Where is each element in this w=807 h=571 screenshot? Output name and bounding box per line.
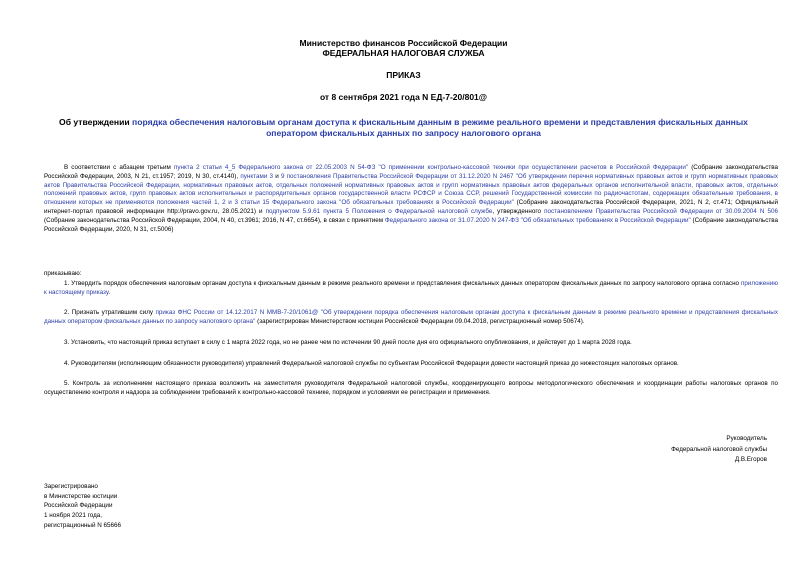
preamble-text-3: и bbox=[273, 172, 281, 180]
registration-line-5: регистрационный N 65666 bbox=[44, 521, 122, 529]
order-title bbox=[40, 117, 767, 139]
item-1 bbox=[44, 280, 778, 298]
preamble-text-4: (Собрание законодательства Российской Федерации, 2021, N 2, ст.471; Официальный интернет-портал правовой информации http://pravo.gov.ru, 28.05.2021) и bbox=[44, 199, 778, 215]
preamble-text-5: , утвержденного bbox=[492, 207, 545, 215]
preamble-link-resolution-506[interactable]: постановлением Правительства Российской Федерации от 30.09.2004 N 506 bbox=[544, 207, 778, 215]
registration-line-1: Зарегистрировано bbox=[44, 483, 98, 490]
item-2 bbox=[44, 309, 778, 327]
item-1-text: 1. Утвердить порядок обеспечения налоговым органам доступа к фискальным данным в режиме реального времени и представления фискальных данных оператором фискальных данных по запросу налогового органа согласно bbox=[64, 280, 741, 287]
item-1-end: . bbox=[108, 288, 111, 296]
preamble-link-law-54fz[interactable]: пункта 2 статьи 4_5 Федерального закона от 22.05.2003 N 54-ФЗ "О применении контрольно-кассовой техники при осуществлении расчетов в Российской Федерации" bbox=[173, 164, 689, 171]
signature-block bbox=[671, 434, 767, 466]
order-word: приказываю: bbox=[44, 270, 82, 277]
preamble-link-points-3[interactable]: пунктами 3 bbox=[240, 172, 274, 180]
date-number-heading: от 8 сентября 2021 года N ЕД-7-20/801@ bbox=[319, 92, 488, 102]
item-4: 4. Руководителям (исполняющим обязанности руководителя) управлений Федеральной налоговой службы по субъектам Российской Федерации довести настоящий приказ до нижестоящих налоговых органов. bbox=[64, 360, 679, 367]
doc-type-heading: ПРИКАЗ bbox=[386, 70, 421, 80]
preamble-paragraph bbox=[44, 164, 778, 234]
preamble-text-7: (Собрание законодательства Российской Федерации, 2020, N 31, ст.5006) bbox=[44, 216, 778, 233]
preamble-link-law-247fz[interactable]: Федерального закона от 31.07.2020 N 247-ФЗ "Об обязательных требованиях в Российской Федерации" bbox=[384, 216, 691, 224]
title-prefix: Об утверждении bbox=[59, 117, 133, 127]
preamble-text-1: В соответствии с абзацем третьим bbox=[64, 164, 174, 171]
title-link[interactable]: порядка обеспечения налоговым органам доступа к фискальным данным в режиме реального времени и представления фискальных данных оператором фискальных данных по запросу налогового органа bbox=[132, 117, 748, 138]
registration-block bbox=[44, 482, 121, 531]
signature-role: Руководитель bbox=[726, 435, 767, 442]
registration-line-2: в Министерстве юстиции bbox=[44, 492, 118, 500]
preamble-link-resolution-2467[interactable]: 9 постановления Правительства Российской Федерации от 31.12.2020 N 2467 "Об утверждении перечня нормативных правовых актов и групп нормативных правовых актов Правительства Российской Федерации, нормативных правовых актов, отдельных положений нормативных правовых актов и групп нормативных правовых актов федеральных органов исполнительной власти, правовых актов, отдельных положений правовых актов, групп правовых актов исполнительных и распорядительных органов государственной власти РСФСР и Союза ССР, решений Государственной комиссии по радиочастотам, содержащих обязательные требования, в отношении которых не применяются положения частей 1, 2 и 3 статьи 15 Федерального закона "Об обязательных требованиях в Российской Федерации" bbox=[44, 172, 778, 207]
registration-line-3: Российской Федерации bbox=[44, 502, 113, 510]
item-2-text: 2. Признать утратившим силу bbox=[64, 309, 156, 316]
preamble-text-6: (Собрание законодательства Российской Федерации, 2004, N 40, ст.3961; 2016, N 47, ст.6654), в связи с принятием bbox=[44, 216, 385, 224]
registration-line-4: 1 ноября 2021 года, bbox=[44, 512, 103, 520]
service-heading: ФЕДЕРАЛЬНАЯ НАЛОГОВАЯ СЛУЖБА bbox=[322, 48, 485, 58]
item-5: 5. Контроль за исполнением настоящего приказа возложить на заместителя руководителя Федеральной налоговой службы, координирующего вопросы методологического обеспечения и координации работы налоговых органов по осуществлению контроля и надзора за соблюдением требований к контрольно-кассовой технике, порядком и условиями ее регистрации и применения. bbox=[44, 380, 778, 396]
ministry-heading: Министерство финансов Российской Федерации bbox=[299, 38, 508, 48]
signature-org: Федеральной налоговой службы bbox=[671, 445, 767, 453]
preamble-link-subpoint-5961[interactable]: подпунктом 5.9.61 пункта 5 Положения о Федеральной налоговой службе bbox=[265, 207, 493, 215]
preamble-text-2: (Собрание законодательства Российской Федерации, 2003, N 21, ст.1957; 2019, N 30, ст.4140), bbox=[44, 164, 779, 180]
item-2-order-link[interactable]: приказ ФНС России от 14.12.2017 N ММВ-7-20/1061@ "Об утверждении порядка обеспечения налоговым органам доступа к фискальным данным в режиме реального времени и представления фискальных данных оператором фискальных данных по запросу налогового органа" bbox=[44, 309, 778, 325]
item-3: 3. Установить, что настоящий приказ вступает в силу с 1 марта 2022 года, но не ранее чем по истечении 90 дней после дня его официального опубликования, и действует до 1 марта 2028 года. bbox=[64, 339, 632, 346]
item-1-appendix-link[interactable]: приложению к настоящему приказу bbox=[44, 280, 778, 296]
signature-name: Д.В.Егоров bbox=[734, 456, 767, 463]
item-2-end: (зарегистрирован Министерством юстиции Российской Федерации 09.04.2018, регистрационный номер 50674). bbox=[255, 317, 585, 325]
